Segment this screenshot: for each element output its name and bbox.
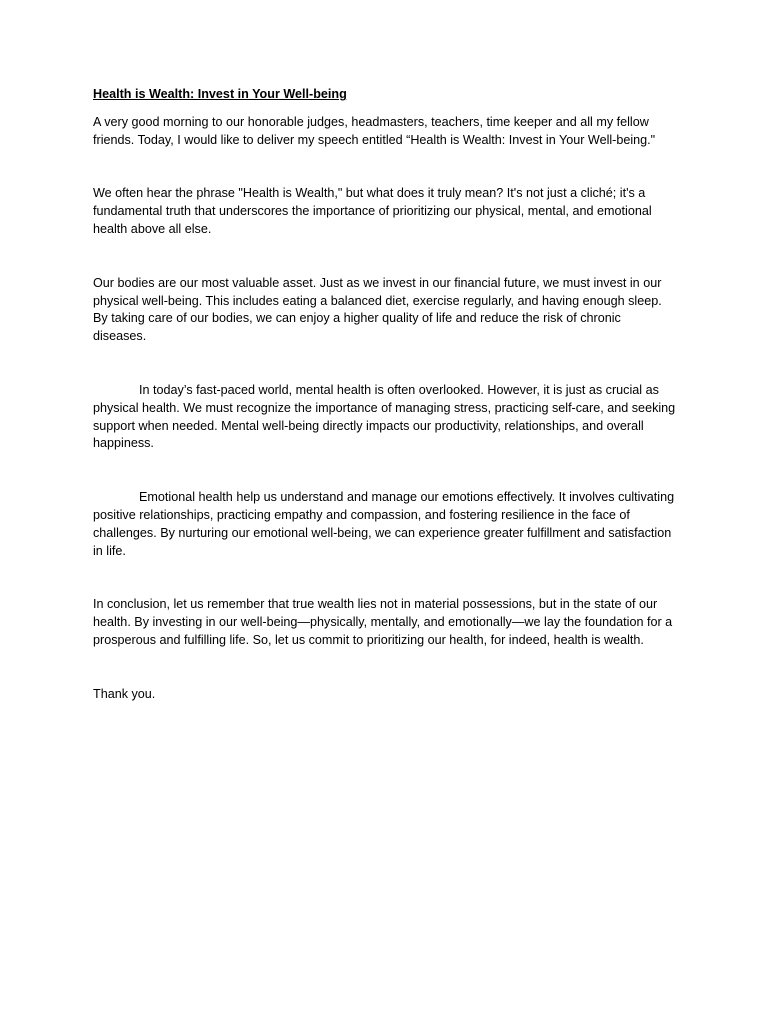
paragraph-spacer: [93, 149, 677, 185]
paragraph-greeting: A very good morning to our honorable judges, headmasters, teachers, time keeper and all my fellow friends. Today, I would like to deliver my speech entitled “Health is Wealth: Invest in Your Well-being.": [93, 114, 656, 147]
paragraph-physical-health: Our bodies are our most valuable asset. Just as we invest in our financial future, we must invest in our physical well-being. This includes eating a balanced diet, exercise regularly, and having enough sleep. By taking care of our bodies, we can enjoy a higher quality of life and reduce the risk of chronic diseases.: [93, 275, 662, 344]
paragraph-closing: Thank you.: [93, 686, 156, 701]
paragraph-meaning: We often hear the phrase "Health is Wealth," but what does it truly mean? It's not just a cliché; it's a fundamental truth that underscores the importance of prioritizing our physical, mental, and emotional health above all else.: [93, 186, 652, 236]
paragraph-conclusion: In conclusion, let us remember that true wealth lies not in material possessions, but in the state of our health. By investing in our well-being—physically, mentally, and emotionally—we lay the foundation for a prosperous and fulfilling life. So, let us commit to prioritizing our health, for indeed, health is wealth.: [93, 597, 673, 647]
paragraph-mental-health: In today’s fast-paced world, mental health is often overlooked. However, it is just as crucial as physical health. We must recognize the importance of managing stress, practicing self-care, and seeking support when needed. Mental well-being directly impacts our productivity, relationships, and overall happiness.: [93, 382, 676, 451]
document-body: [93, 86, 677, 704]
paragraph-spacer: [93, 346, 677, 382]
paragraph-spacer: [93, 453, 677, 489]
paragraph-spacer: [93, 650, 677, 686]
paragraph-spacer: [93, 560, 677, 596]
paragraph-emotional-health: Emotional health help us understand and manage our emotions effectively. It involves cultivating positive relationships, practicing empathy and compassion, and fostering resilience in the face of challenges. By nurturing our emotional well-being, we can experience greater fulfillment and satisfaction in life.: [93, 490, 675, 558]
paragraph-spacer: [93, 239, 677, 275]
document-title: Health is Wealth: Invest in Your Well-being: [93, 87, 347, 101]
